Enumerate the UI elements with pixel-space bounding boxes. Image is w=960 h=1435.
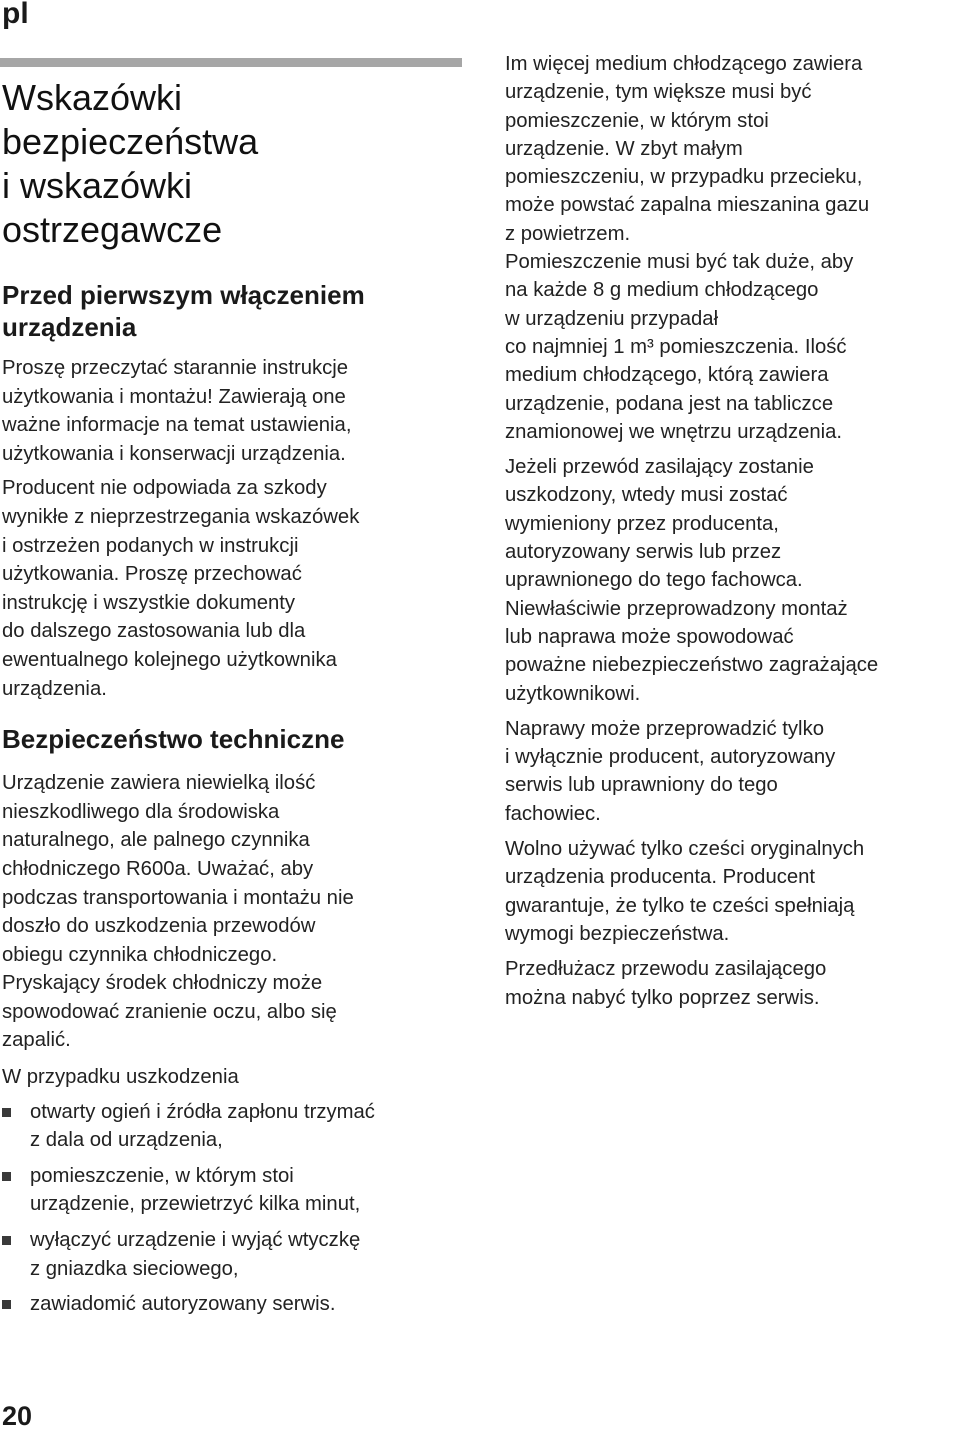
square-bullet-icon [2,1236,11,1245]
paragraph-liability [2,474,462,703]
list-item [2,1290,462,1319]
text-line: zapalić. [2,1029,71,1052]
text-line: wymieniony przez producenta, [505,512,779,535]
text-line: użytkowania. Proszę przechować [2,563,302,586]
list-item [2,1226,462,1283]
text-line: obiegu czynnika chłodniczego. [2,943,278,966]
text-line: pomieszczenie, w którym stoi [30,1164,294,1187]
text-line: urządzenie, podana jest na tabliczce [505,392,834,415]
list-item [2,1098,462,1155]
text-line: doszło do uszkodzenia przewodów [2,915,316,938]
text-line: może powstać zapalna mieszanina gazu [505,194,870,217]
page-title [2,76,462,252]
paragraph-read-instructions [2,354,462,468]
paragraph-power-cord [505,453,960,708]
page-number: 20 [2,1401,33,1431]
text-line: Pryskający środek chłodniczy może [2,972,323,995]
text-line: Producent nie odpowiada za szkody [2,477,327,500]
text-line: użytkowania i konserwacji urządzenia. [2,442,346,465]
list-item [2,1162,462,1219]
section-heading-technical-safety: Bezpieczeństwo techniczne [2,724,345,755]
title-line: i wskazówki [2,165,193,206]
text-line: poważne niebezpieczeństwo zagrażające [505,654,879,677]
text-line: zawiadomić autoryzowany serwis. [30,1293,336,1316]
text-line: i ostrzeżen podanych w instrukcji [2,534,299,557]
text-line: fachowiec. [505,802,601,825]
text-line: gwarantuje, że tylko te cześci spełniają [505,894,855,917]
text-line: urządzenia. [2,677,107,700]
text-line: z powietrzem. [505,222,631,245]
text-line: lub naprawa może spowodować [505,625,794,648]
text-line: Wolno używać tylko cześci oryginalnych [505,838,865,861]
damage-intro: W przypadku uszkodzenia [2,1066,239,1089]
section-heading-first-use [2,279,462,343]
text-line: użytkownikowi. [505,682,641,705]
text-line: autoryzowany serwis lub przez [505,541,782,564]
text-line: Jeżeli przewód zasilający zostanie [505,456,814,479]
text-line: w urządzeniu przypadał [505,307,719,330]
text-line: wynikłe z nieprzestrzegania wskazówek [2,505,360,528]
text-line: Przedłużacz przewodu zasilającego [505,958,827,981]
text-line: nieszkodliwego dla środowiska [2,800,280,823]
square-bullet-icon [2,1108,11,1117]
text-line: urządzenie, przewietrzyć kilka minut, [30,1193,361,1216]
text-line: Niewłaściwie przeprowadzony montaż [505,597,848,620]
text-line: z gniazdka sieciowego, [30,1257,239,1280]
text-line: medium chłodzącego, którą zawiera [505,364,829,387]
heading-line: urządzenia [2,312,137,342]
title-line: ostrzegawcze [2,209,223,250]
text-line: uszkodzony, wtedy musi zostać [505,484,788,507]
text-line: urządzenie, tym większe musi być [505,81,812,104]
text-line: do dalszego zastosowania lub dla [2,620,306,643]
square-bullet-icon [2,1300,11,1309]
text-line: Urządzenie zawiera niewielką ilość [2,772,316,795]
text-line: spowodować zranienie oczu, albo się [2,1000,337,1023]
text-line: wyłączyć urządzenie i wyjąć wtyczkę [30,1229,361,1252]
language-code: pl [2,0,29,30]
text-line: pomieszczenie, w którym stoi [505,109,769,132]
title-line: Wskazówki [2,77,183,118]
damage-steps-list [2,1098,462,1319]
paragraph-original-parts [505,835,960,948]
paragraph-refrigerant [2,769,462,1055]
text-line: co najmniej 1 m³ pomieszczenia. Ilość [505,335,847,358]
text-line: pomieszczeniu, w przypadku przecieku, [505,166,863,189]
right-column [505,50,960,1012]
paragraph-room-size [505,50,960,446]
text-line: i wyłącznie producent, autoryzowany [505,746,836,769]
text-line: otwarty ogień i źródła zapłonu trzymać [30,1100,375,1123]
text-line: naturalnego, ale palnego czynnika [2,829,310,852]
text-line: urządzenia producenta. Producent [505,866,816,889]
header-rule [0,58,462,67]
text-line: Im więcej medium chłodzącego zawiera [505,53,863,75]
title-line: bezpieczeństwa [2,121,259,162]
text-line: wymogi bezpieczeństwa. [505,922,730,945]
paragraph-repairs [505,715,960,828]
text-line: podczas transportowania i montażu nie [2,886,354,909]
text-line: Naprawy może przeprowadzić tylko [505,717,824,740]
left-column [2,76,462,1326]
square-bullet-icon [2,1172,11,1181]
paragraph-extension-cord [505,955,960,1012]
text-line: Pomieszczenie musi być tak duże, aby [505,251,854,274]
text-line: z dala od urządzenia, [30,1129,223,1152]
text-line: ewentualnego kolejnego użytkownika [2,648,337,671]
text-line: na każde 8 g medium chłodzącego [505,279,819,302]
text-line: uprawnionego do tego fachowca. [505,569,803,592]
text-line: użytkowania i montażu! Zawierają one [2,385,346,408]
text-line: serwis lub uprawniony do tego [505,774,778,797]
text-line: Proszę przeczytać starannie instrukcje [2,357,349,379]
text-line: można nabyć tylko poprzez serwis. [505,986,820,1009]
text-line: chłodniczego R600a. Uważać, aby [2,857,314,880]
text-line: instrukcję i wszystkie dokumenty [2,591,296,614]
text-line: urządzenie. W zbyt małym [505,137,743,160]
text-line: ważne informacje na temat ustawienia, [2,414,352,437]
heading-line: Przed pierwszym włączeniem [2,280,365,310]
text-line: znamionowej we wnętrzu urządzenia. [505,420,843,443]
